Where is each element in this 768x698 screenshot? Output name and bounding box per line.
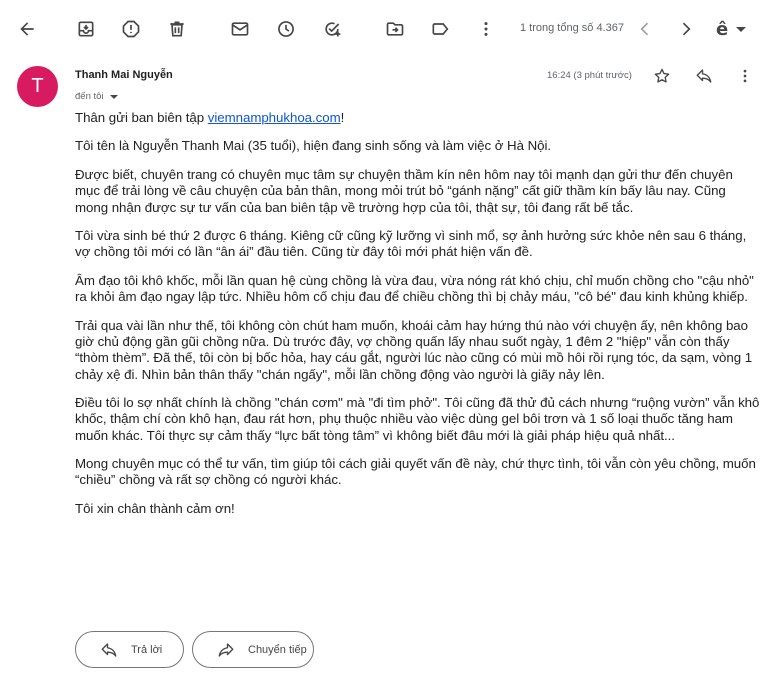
chevron-right-icon[interactable] [674,17,698,41]
recipient-label: đến tôi [75,91,104,102]
reply-icon[interactable] [694,66,714,86]
reply-button-label: Trả lời [131,643,163,656]
add-task-icon[interactable] [320,17,344,41]
forward-button-label: Chuyển tiếp [248,643,307,656]
message-count: 1 trong tổng số 4.367 [520,22,624,34]
body-paragraph: Được biết, chuyên trang có chuyên mục tâm sự chuyện thầm kín nên hôm nay tôi mạnh dạn gửi thư đến chuyên mục để trải lòng về câu chuyện của bản thân, mong mỏi trút bỏ “gánh nặng” cất giữ thầm kín bấy lâu nay. Cũng mong nhận được sự tư vấn của ban biên tập về trường hợp của tôi, thật sự, tôi đang rất bế tắc. [75,166,733,215]
avatar[interactable]: T [17,66,58,107]
input-tools-icon: ê [716,18,729,40]
forward-icon [217,641,235,659]
chevron-down-icon [110,95,118,99]
forward-button[interactable] [192,631,314,668]
label-icon[interactable] [428,17,452,41]
body-paragraph: Trải qua vài lần như thế, tôi không còn chút ham muốn, khoái cảm hay hứng thú nào với chuyện ấy, nên không bao giờ chủ động gần gũi chồng nữa. Dù trước đây, vợ chồng quấn lấy nhau suốt ngày, 1 đêm 2 "hiệp" vẫn còn thấy “thòm thèm”. Đã thế, tôi còn bị bốc hỏa, hay cáu gắt, người lúc nào cũng có mùi mồ hôi rồi rụng tóc, da sạm, vòng 1 chảy xệ đi. Nhìn bản thân thấy "chán ngấy", mỗi lần chồng động vào người là giãy nảy lên. [75,317,753,382]
website-link[interactable]: viemnamphukhoa.com [207,110,341,125]
archive-icon[interactable] [74,17,98,41]
input-tools-toggle[interactable] [716,15,746,43]
back-icon[interactable] [15,17,39,41]
report-spam-icon[interactable] [119,17,143,41]
delete-icon[interactable] [165,17,189,41]
move-to-icon[interactable] [383,17,407,41]
message-body [75,110,761,529]
recipient-details-toggle[interactable] [75,91,118,102]
chevron-left-icon[interactable] [633,17,657,41]
more-vert-icon[interactable] [735,66,755,86]
timestamp: 16:24 (3 phút trước) [547,70,632,81]
body-paragraph: Âm đạo tôi khô khốc, mỗi lần quan hệ cùng chồng là vừa đau, vừa nóng rát khó chịu, chỉ muốn chồng cho "cậu nhỏ" ra khỏi âm đạo ngay lập tức. Nhiều hôm cố chịu đau để chiều chồng thì bị chảy máu, "cô bé" đau kinh khủng khiếp. [75,272,754,305]
snooze-icon[interactable] [274,17,298,41]
reply-icon [100,641,118,659]
body-paragraph: Mong chuyên mục có thể tư vấn, tìm giúp tôi cách giải quyết vấn đề này, chứ thực tình, tôi vẫn còn yêu chồng, muốn “chiều” chồng và rất sợ chồng có người khác. [75,456,756,488]
body-paragraph: Điều tôi lo sợ nhất chính là chồng "chán cơm" mà "đi tìm phở". Tôi cũng đã thử đủ cách nhưng “ruộng vườn” vẫn khô khốc, thậm chí còn khô hạn, đau rát hơn, phụ thuộc nhiều vào việc dùng gel bôi trơn và 1 số loại thuốc tăng ham muốn khác. Tôi thực sự cảm thấy “lực bất tòng tâm” vì không biết đâu mới là giải pháp hiệu quả nhất... [75,394,760,443]
body-paragraph: Tôi vừa sinh bé thứ 2 được 6 tháng. Kiêng cữ cũng kỹ lưỡng vì sinh mổ, sợ ảnh hưởng sức khỏe nên sau 6 tháng, vợ chồng tôi mới có lần “ân ái” đầu tiên. Cũng từ đây tôi mới phát hiện vấn đề. [75,228,747,260]
mark-unread-icon[interactable] [228,17,252,41]
chevron-down-icon [736,27,746,32]
message-toolbar [0,0,768,58]
sender-name[interactable]: Thanh Mai Nguyễn [75,69,173,81]
closing: Tôi xin chân thành cảm ơn! [75,500,235,516]
body-paragraph: Tôi tên là Nguyễn Thanh Mai (35 tuổi), hiện đang sinh sống và làm việc ở Hà Nội. [75,138,552,154]
greeting [75,110,761,126]
star-icon[interactable] [652,66,672,86]
greeting-text: Thân gửi ban biên tập [75,110,208,125]
reply-button[interactable] [75,631,184,668]
more-vert-icon[interactable] [474,17,498,41]
greeting-end: ! [340,110,345,125]
